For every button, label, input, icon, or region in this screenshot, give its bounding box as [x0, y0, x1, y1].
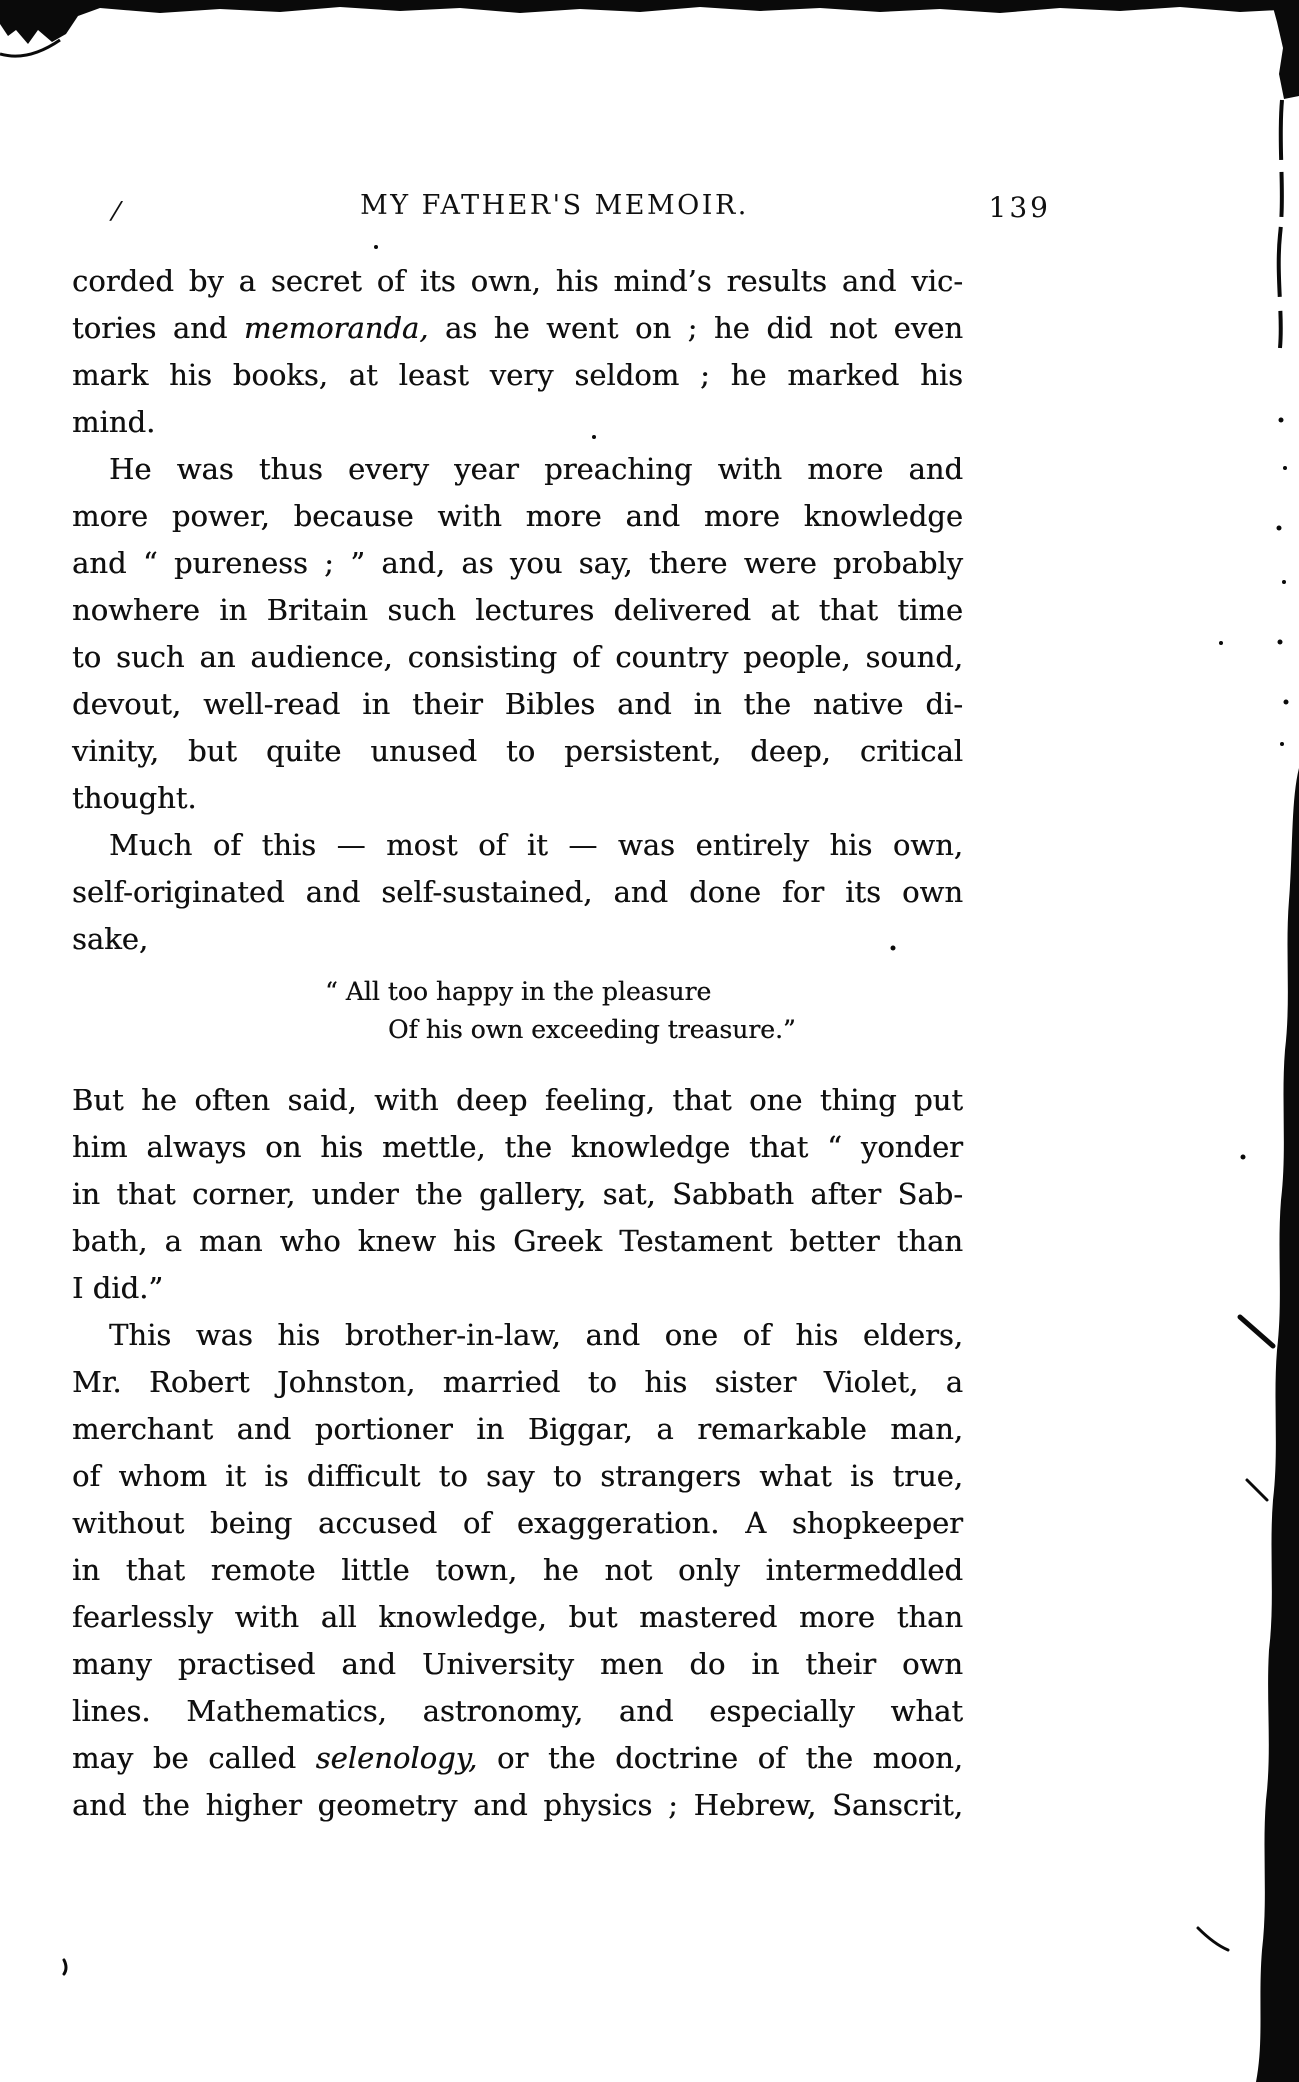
text-line: Much of this — most of it — was entirely his own, [109, 828, 963, 862]
text-line: Of his own exceeding treasure.” [388, 1015, 796, 1044]
text-line: devout, well-read in their Bibles and in the native di- [72, 687, 963, 721]
text-line: and the higher geometry and physics ; Hebrew, Sanscrit, [72, 1788, 963, 1822]
text-body [72, 258, 963, 1829]
text-line: I did.” [72, 1271, 164, 1305]
text-line: more power, because with more and more knowledge [72, 499, 963, 533]
text-line: merchant and portioner in Biggar, a remarkable man, [72, 1412, 963, 1446]
text-line: may be called selenology, or the doctrine of the moon, [72, 1741, 963, 1775]
text-line: in that remote little town, he not only intermeddled [72, 1553, 963, 1587]
text-line: nowhere in Britain such lectures delivered at that time [72, 593, 963, 627]
text-line: This was his brother-in-law, and one of his elders, [109, 1318, 963, 1352]
paragraph [72, 258, 963, 446]
text-line: lines. Mathematics, astronomy, and especially what [72, 1694, 963, 1728]
text-line: vinity, but quite unused to persistent, deep, critical [72, 734, 963, 768]
paragraph [72, 1312, 963, 1829]
text-line: “ All too happy in the pleasure [325, 977, 712, 1006]
text-line: He was thus every year preaching with more and [109, 452, 963, 486]
text-line: self-originated and self-sustained, and done for its own [72, 875, 963, 909]
text-line: corded by a secret of its own, his mind’s results and vic- [72, 264, 963, 298]
scan-edge-top [0, 0, 1299, 56]
page-header [72, 190, 1051, 226]
text-line: bath, a man who knew his Greek Testament better than [72, 1224, 963, 1258]
text-line: in that corner, under the gallery, sat, Sabbath after Sab- [72, 1177, 963, 1211]
text-line: without being accused of exaggeration. A shopkeeper [72, 1506, 963, 1540]
text-line: many practised and University men do in their own [72, 1647, 963, 1681]
text-line: tories and memoranda, as he went on ; he did not even [72, 311, 963, 345]
text-line: mind. [72, 405, 156, 439]
margin-mark: / [110, 195, 122, 226]
text-line: and “ pureness ; ” and, as you say, there were probably [72, 546, 963, 580]
text-line: of whom it is difficult to say to strangers what is true, [72, 1459, 963, 1493]
text-line: Mr. Robert Johnston, married to his sister Violet, a [72, 1365, 963, 1399]
paragraph [72, 1077, 963, 1312]
paragraph [72, 446, 963, 822]
page-number: 139 [988, 191, 1051, 224]
paragraph [72, 822, 963, 963]
scan-edge-right [1198, 0, 1299, 2082]
text-line: sake, [72, 922, 149, 956]
text-line: to such an audience, consisting of country people, sound, [72, 640, 963, 674]
text-line: thought. [72, 781, 197, 815]
text-line: But he often said, with deep feeling, that one thing put [72, 1083, 963, 1117]
verse-quote [72, 973, 963, 1049]
running-title: MY FATHER'S MEMOIR. [360, 190, 749, 221]
text-line: mark his books, at least very seldom ; he marked his [72, 358, 963, 392]
text-line: fearlessly with all knowledge, but mastered more than [72, 1600, 963, 1634]
text-line: him always on his mettle, the knowledge that “ yonder [72, 1130, 963, 1164]
